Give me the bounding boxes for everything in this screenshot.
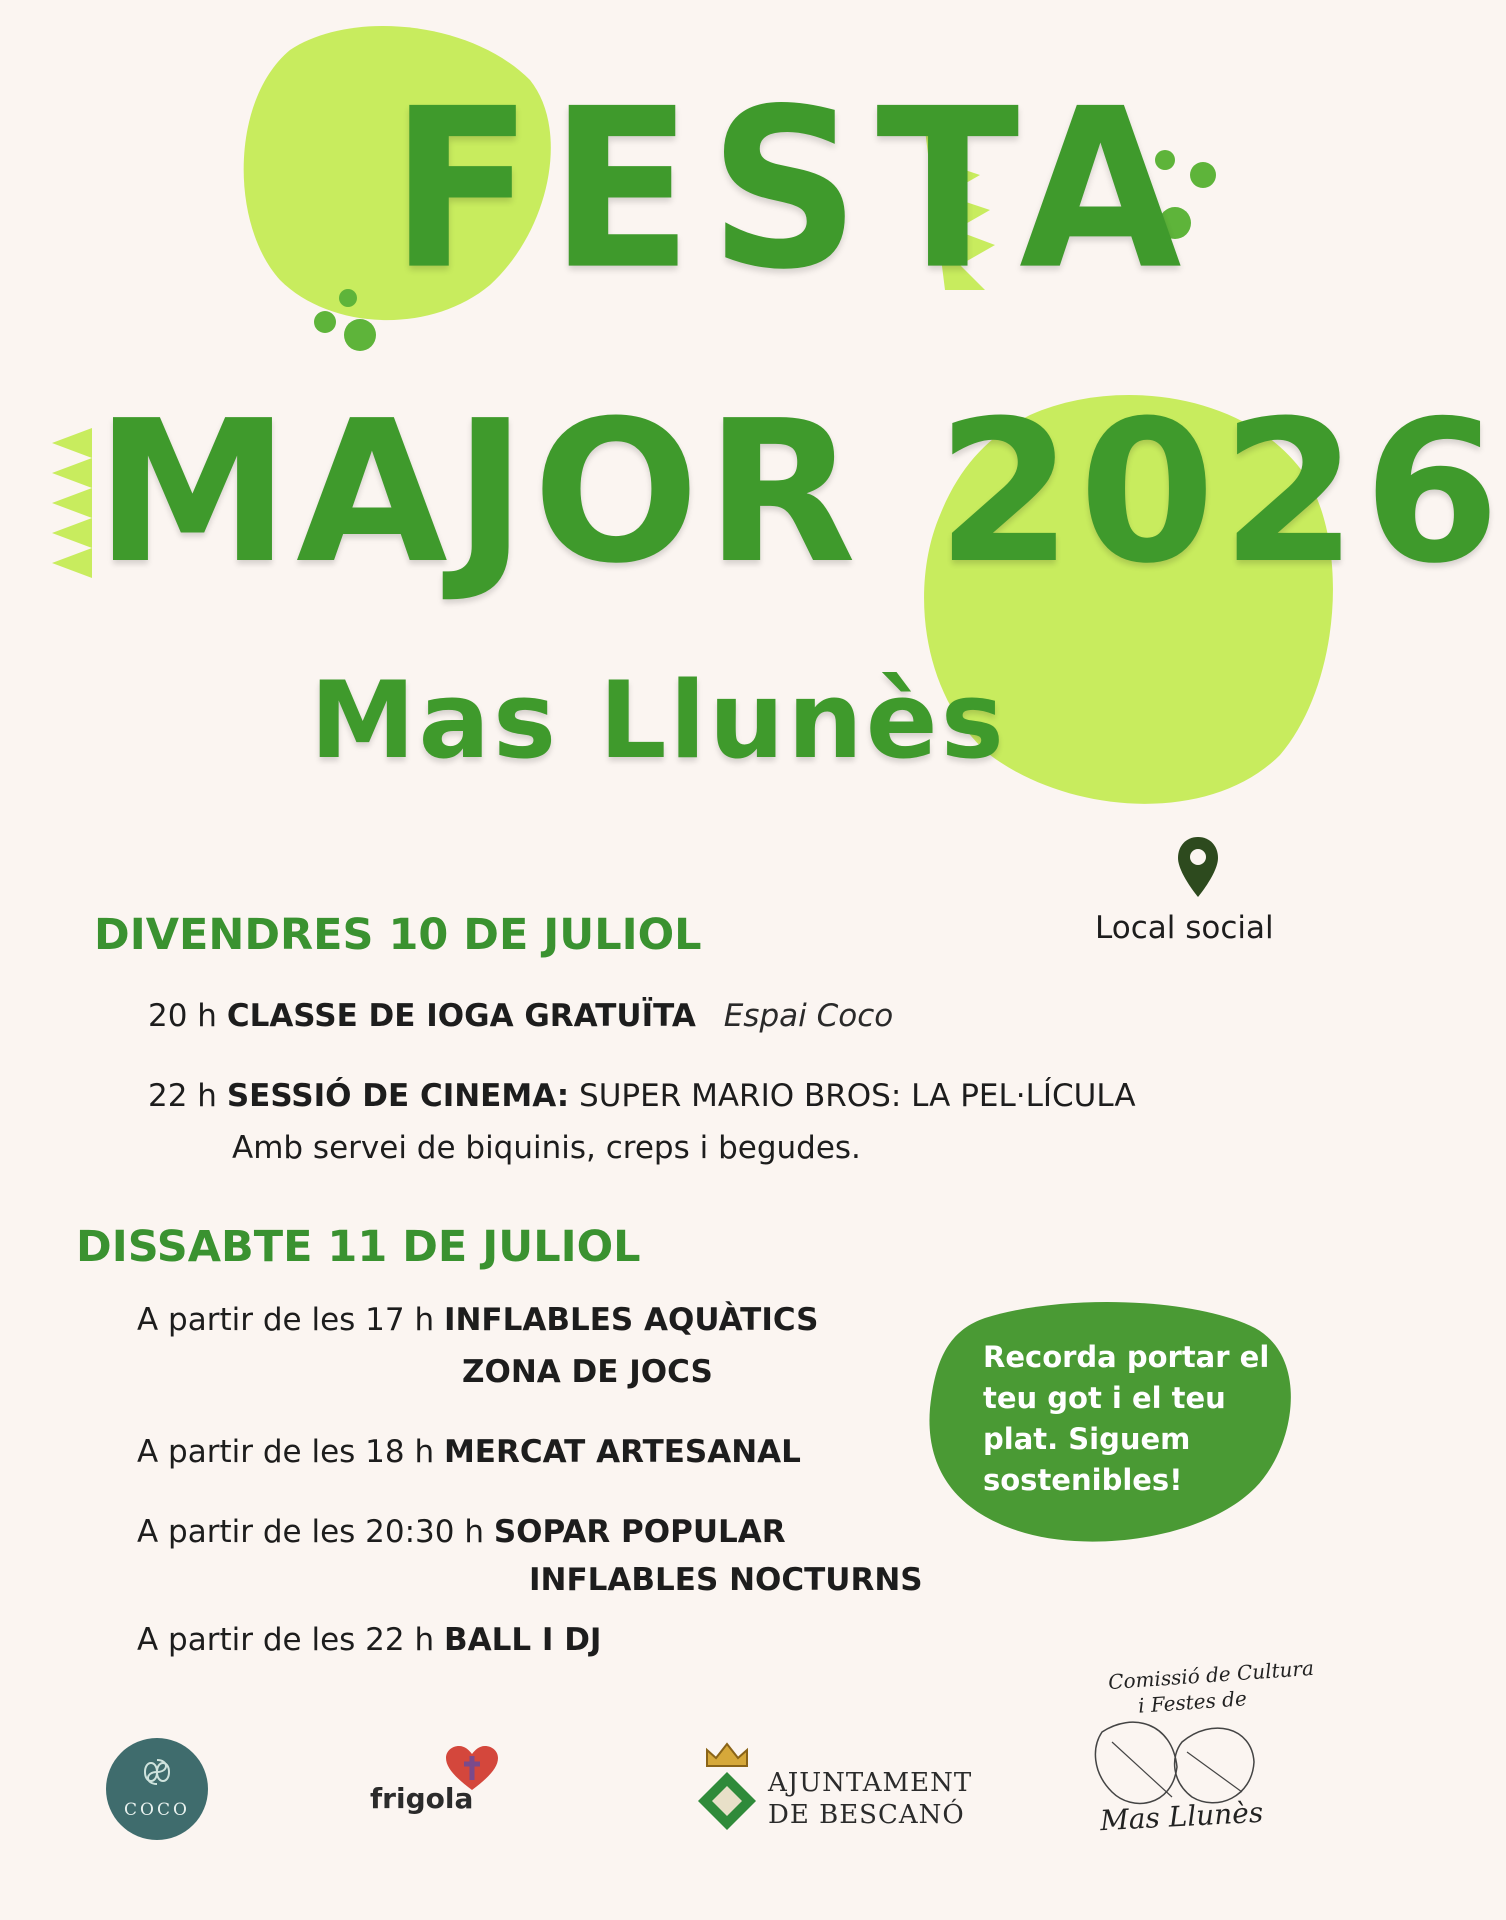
event-name-2: ZONA DE JOCS <box>462 1354 713 1390</box>
event-name: SOPAR POPULAR <box>493 1514 786 1550</box>
comissio-label-3: Mas Llunès <box>1099 1795 1264 1838</box>
ajuntament-label-1: AJUNTAMENT <box>768 1768 973 1798</box>
event-name: INFLABLES AQUÀTICS <box>443 1302 819 1338</box>
frigola-label: frigola <box>370 1782 474 1815</box>
event-mercat <box>137 1434 801 1470</box>
ajuntament-label-2: DE BESCANÓ <box>768 1800 965 1830</box>
title-mas-llunes: Mas Llunès <box>310 659 1007 782</box>
event-name: BALL I DJ <box>443 1622 602 1658</box>
event-sopar <box>137 1514 786 1550</box>
event-inflables <box>137 1302 819 1338</box>
location-label: Local social <box>1095 910 1274 946</box>
event-name-2: INFLABLES NOCTURNS <box>529 1562 923 1598</box>
event-time: A partir de les 20:30 h <box>137 1514 484 1550</box>
event-inflables-line2 <box>462 1354 713 1390</box>
crown-icon <box>704 1740 750 1768</box>
event-ball <box>137 1622 601 1658</box>
comissio-label-2: i Festes de <box>1137 1686 1248 1718</box>
title-major-2026: MAJOR 2026 <box>95 379 1506 607</box>
comissio-label-1: Comissió de Cultura <box>1107 1655 1315 1695</box>
day-heading-saturday: DISSABTE 11 DE JULIOL <box>76 1222 641 1272</box>
event-detail: SUPER MARIO BROS: LA PEL·LÍCULA <box>579 1078 1136 1114</box>
event-yoga <box>148 998 893 1034</box>
title-festa: FESTA <box>390 60 1198 319</box>
event-time: A partir de les 22 h <box>137 1622 435 1658</box>
event-time: A partir de les 18 h <box>137 1434 435 1470</box>
event-time: 22 h <box>148 1078 217 1114</box>
coco-label: COCO <box>124 1800 190 1820</box>
event-cinema-note: Amb servei de biquinis, creps i begudes. <box>232 1130 861 1166</box>
event-name: CLASSE DE IOGA GRATUÏTA <box>226 998 696 1034</box>
coco-knot-icon <box>137 1752 177 1792</box>
dots-left-decoration <box>305 280 385 360</box>
event-sopar-line2 <box>529 1562 923 1598</box>
bescano-shield-icon <box>696 1770 758 1832</box>
map-pin-icon <box>1175 835 1221 899</box>
event-name: MERCAT ARTESANAL <box>443 1434 801 1470</box>
reminder-text: Recorda portar el teu got i el teu plat. Siguem sostenibles! <box>983 1340 1270 1497</box>
coco-logo <box>106 1738 208 1840</box>
event-cinema <box>148 1078 1136 1114</box>
event-time: 20 h <box>148 998 217 1034</box>
event-time: A partir de les 17 h <box>137 1302 435 1338</box>
event-name: SESSIÓ DE CINEMA: <box>226 1078 570 1114</box>
day-heading-friday: DIVENDRES 10 DE JULIOL <box>94 910 702 960</box>
event-venue: Espai Coco <box>723 998 894 1034</box>
